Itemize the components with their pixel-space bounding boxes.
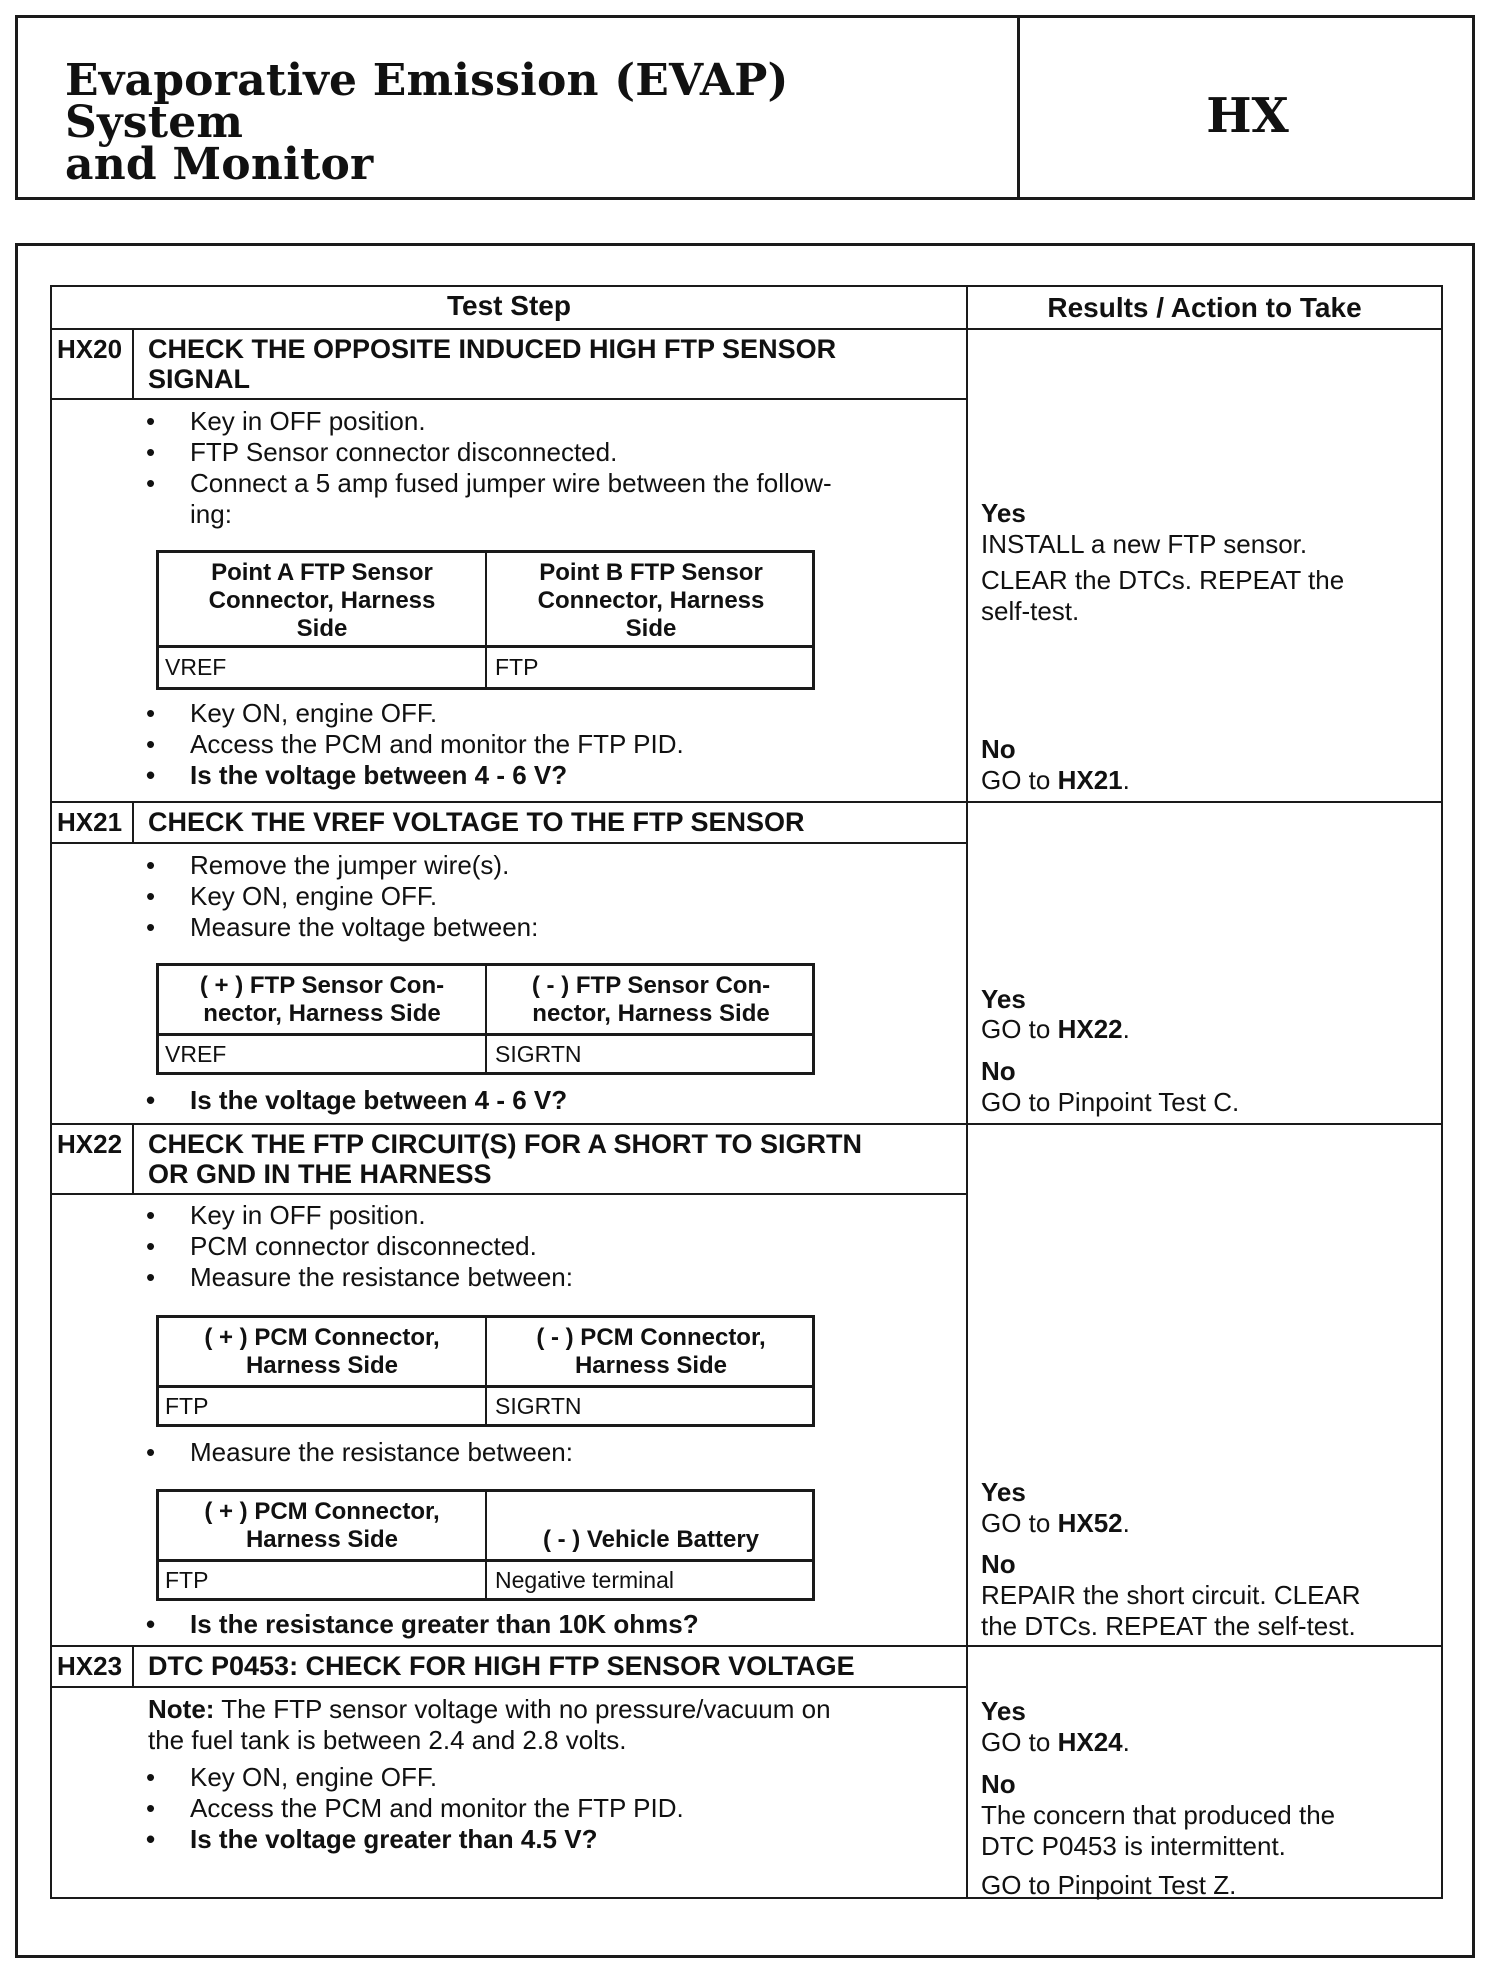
table-border-top: [50, 285, 1443, 287]
result-no-text: REPAIR the short circuit. CLEAR: [981, 1580, 1361, 1610]
note-text: the fuel tank is between 2.4 and 2.8 volts.: [148, 1725, 627, 1755]
result-no-text: GO to Pinpoint Test Z.: [981, 1870, 1237, 1900]
list-item: • Access the PCM and monitor the FTP PID.: [146, 729, 684, 759]
step-title: DTC P0453: CHECK FOR HIGH FTP SENSOR VOLTAGE: [148, 1651, 855, 1681]
step-reference: HX52: [1057, 1508, 1123, 1538]
page-title-line-2: and Monitor: [65, 139, 374, 190]
connection-table: [156, 550, 815, 690]
table-border-right: [1441, 285, 1443, 1899]
step-reference: HX24: [1057, 1727, 1123, 1757]
connection-table: [156, 963, 815, 1075]
column-header-test-step: Test Step: [447, 290, 571, 321]
result-no-text: GO to HX21.: [981, 765, 1130, 795]
connection-table-head-b: Point B FTP Sensor Connector, Harness Side: [537, 559, 765, 642]
step-title: [148, 1129, 862, 1189]
result-yes-text: GO to HX22.: [981, 1014, 1130, 1044]
connection-table-cell-b: SIGRTN: [495, 1041, 582, 1067]
table-border-left: [50, 285, 52, 1899]
result-yes-label: Yes: [981, 1477, 1026, 1507]
title-divider-hx22: [50, 1193, 968, 1195]
list-item-question: • Is the voltage greater than 4.5 V?: [146, 1824, 598, 1854]
column-header-results: Results / Action to Take: [1047, 292, 1362, 323]
result-yes-label: Yes: [981, 498, 1026, 528]
list-item: • PCM connector disconnected.: [146, 1231, 537, 1261]
title-divider-hx20: [50, 398, 968, 400]
connection-table-head-b: ( - ) PCM Connector, Harness Side: [536, 1324, 766, 1379]
connection-table-head-a: ( + ) PCM Connector, Harness Side: [204, 1324, 440, 1379]
step-title-line-2: SIGNAL: [148, 364, 251, 394]
row-divider-hx23: [50, 1645, 1443, 1647]
title-divider-hx23: [50, 1686, 968, 1688]
list-item: • Measure the resistance between:: [146, 1437, 573, 1467]
result-no-label: No: [981, 1056, 1016, 1086]
list-item-question: • Is the voltage between 4 - 6 V?: [146, 1085, 568, 1115]
step-id: HX21: [57, 807, 123, 837]
row-divider-hx22: [50, 1123, 1443, 1125]
connection-table: [156, 1315, 815, 1427]
result-no-label: No: [981, 734, 1016, 764]
connection-table-cell-a: FTP: [165, 1393, 209, 1419]
note-label: Note:: [148, 1694, 215, 1724]
id-divider-hx20: [132, 328, 134, 400]
connection-table-cell-a: VREF: [165, 1041, 227, 1067]
step-title-line-2: OR GND IN THE HARNESS: [148, 1159, 492, 1189]
connection-table-head-a: Point A FTP Sensor Connector, Harness Side: [208, 559, 436, 642]
list-item-question: • Is the resistance greater than 10K ohms?: [146, 1609, 699, 1639]
step-title: CHECK THE VREF VOLTAGE TO THE FTP SENSOR: [148, 807, 805, 837]
connection-table-cell-b: SIGRTN: [495, 1393, 582, 1419]
result-no-text: GO to Pinpoint Test C.: [981, 1087, 1240, 1117]
result-no-text: The concern that produced the: [981, 1800, 1336, 1830]
id-divider-hx23: [132, 1645, 134, 1688]
list-item: • Measure the voltage between:: [146, 912, 539, 942]
list-item: • Connect a 5 amp fused jumper wire between the follow-: [146, 468, 832, 498]
list-item: ing:: [190, 499, 232, 529]
note-text: Note: The FTP sensor voltage with no pressure/vacuum on: [148, 1694, 831, 1724]
list-item: • FTP Sensor connector disconnected.: [146, 437, 618, 467]
step-reference: HX21: [1057, 765, 1123, 795]
connection-table-cell-b: FTP: [495, 654, 539, 680]
list-item: • Access the PCM and monitor the FTP PID.: [146, 1793, 684, 1823]
step-title: [148, 334, 836, 394]
list-item: • Key ON, engine OFF.: [146, 881, 438, 911]
list-item: • Remove the jumper wire(s).: [146, 850, 510, 880]
list-item-question: • Is the voltage between 4 - 6 V?: [146, 760, 568, 790]
connection-table-head-b: ( - ) FTP Sensor Con- nector, Harness Side: [531, 972, 771, 1027]
list-item: • Key ON, engine OFF.: [146, 698, 438, 728]
page-title-line-1: Evaporative Emission (EVAP) System: [65, 55, 789, 148]
step-title-line-1: CHECK THE OPPOSITE INDUCED HIGH FTP SENSOR: [148, 334, 837, 364]
row-divider-hx21: [50, 801, 1443, 803]
column-divider: [966, 285, 968, 1899]
connection-table-cell-b: Negative terminal: [495, 1567, 674, 1593]
result-yes-text: GO to HX52.: [981, 1508, 1130, 1538]
connection-table-head-a: ( + ) FTP Sensor Con- nector, Harness Side: [199, 972, 445, 1027]
result-yes-text: self-test.: [981, 596, 1080, 626]
result-yes-text: INSTALL a new FTP sensor.: [981, 529, 1308, 559]
header-row-divider: [50, 328, 1443, 330]
step-reference: HX22: [1057, 1014, 1123, 1044]
connection-table-cell-a: VREF: [165, 654, 227, 680]
list-item: • Key in OFF position.: [146, 406, 426, 436]
result-yes-label: Yes: [981, 1696, 1026, 1726]
result-yes-label: Yes: [981, 984, 1026, 1014]
id-divider-hx21: [132, 801, 134, 844]
connection-table: [156, 1489, 815, 1601]
step-id: HX22: [57, 1129, 123, 1159]
page-title: [65, 55, 965, 190]
connection-table-head-a: ( + ) PCM Connector, Harness Side: [204, 1498, 440, 1553]
result-no-label: No: [981, 1549, 1016, 1579]
connection-table-head-b: ( - ) Vehicle Battery: [542, 1526, 760, 1553]
result-no-text: the DTCs. REPEAT the self-test.: [981, 1611, 1356, 1641]
step-id: HX23: [57, 1651, 123, 1681]
result-yes-text: CLEAR the DTCs. REPEAT the: [981, 565, 1345, 595]
list-item: • Key ON, engine OFF.: [146, 1762, 438, 1792]
title-divider-hx21: [50, 842, 968, 844]
step-title-line-1: CHECK THE FTP CIRCUIT(S) FOR A SHORT TO SIGRTN: [148, 1129, 862, 1159]
section-code: HX: [1206, 88, 1289, 144]
id-divider-hx22: [132, 1123, 134, 1195]
connection-table-cell-a: FTP: [165, 1567, 209, 1593]
result-no-text: DTC P0453 is intermittent.: [981, 1831, 1286, 1861]
list-item: • Measure the resistance between:: [146, 1262, 573, 1292]
step-id: HX20: [57, 334, 123, 364]
result-no-label: No: [981, 1769, 1016, 1799]
list-item: • Key in OFF position.: [146, 1200, 426, 1230]
result-yes-text: GO to HX24.: [981, 1727, 1130, 1757]
